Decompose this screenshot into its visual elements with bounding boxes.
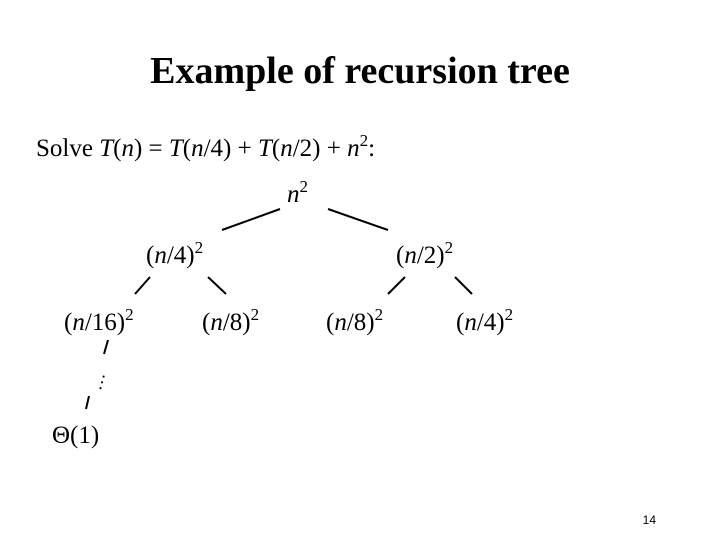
node-exponent: 2 (250, 305, 260, 324)
node-open: ( (202, 309, 211, 336)
tree-node-l1-right (396, 238, 454, 269)
node-var: n (334, 309, 347, 336)
node-open: ( (326, 309, 335, 336)
recurrence-paren3: ( (271, 135, 281, 162)
recurrence-exponent: 2 (359, 131, 369, 150)
node-rest: /16) (84, 309, 126, 336)
recurrence-n2: n (191, 135, 204, 162)
node-open: ( (396, 242, 405, 269)
edge-l1-left-left (135, 277, 150, 294)
recurrence-colon: : (368, 135, 376, 162)
node-exponent: 2 (504, 305, 514, 324)
edge-deep-top (104, 340, 108, 354)
recurrence-n: n (121, 135, 134, 162)
tree-root (287, 177, 308, 208)
edge-deep-bottom (86, 396, 89, 409)
edge-l1-right-right (455, 277, 472, 294)
node-var: n (464, 309, 477, 336)
node-exponent: 2 (194, 238, 204, 257)
node-var: n (154, 242, 167, 269)
page-number: 14 (642, 513, 656, 527)
node-rest: /4) (166, 242, 195, 269)
tree-node-l2-3 (326, 305, 384, 336)
recurrence-half: /2) + (292, 135, 348, 162)
recurrence-paren: ( (113, 135, 122, 162)
solve-label: Solve (36, 135, 100, 162)
node-var: n (72, 309, 85, 336)
node-exponent: 2 (125, 305, 134, 324)
edge-root-right (328, 209, 388, 230)
node-rest: /8) (222, 309, 251, 336)
node-open: ( (456, 309, 465, 336)
node-exponent: 2 (374, 305, 384, 324)
tree-leaf: Θ(1) (52, 422, 100, 449)
recurrence-equals: ) = (133, 135, 169, 162)
recurrence-quarter: /4) + (203, 135, 258, 162)
node-exponent: 2 (444, 238, 454, 257)
node-rest: /4) (476, 309, 505, 336)
node-rest: /8) (346, 309, 375, 336)
recurrence-paren2: ( (182, 135, 192, 162)
recurrence-t3: T (257, 135, 272, 162)
tree-node-l2-2 (202, 305, 260, 336)
tree-node-l2-4 (456, 305, 514, 336)
tree-ellipsis: … (85, 369, 109, 393)
recurrence-n3: n (280, 135, 293, 162)
node-var: n (210, 309, 223, 336)
root-exponent: 2 (299, 177, 308, 196)
recurrence-t2: T (168, 135, 183, 162)
edge-l1-left-right (208, 277, 226, 294)
edge-l1-right-left (388, 277, 405, 294)
node-open: ( (64, 309, 73, 336)
slide-title: Example of recursion tree (150, 50, 570, 92)
recurrence-t: T (99, 135, 114, 162)
node-open: ( (146, 242, 155, 269)
root-var: n (287, 181, 300, 208)
node-rest: /2) (416, 242, 445, 269)
node-var: n (404, 242, 417, 269)
recurrence-n4: n (347, 135, 360, 162)
tree-node-l1-left (146, 238, 204, 269)
edge-root-left (222, 209, 280, 230)
tree-node-l2-1 (64, 305, 134, 336)
